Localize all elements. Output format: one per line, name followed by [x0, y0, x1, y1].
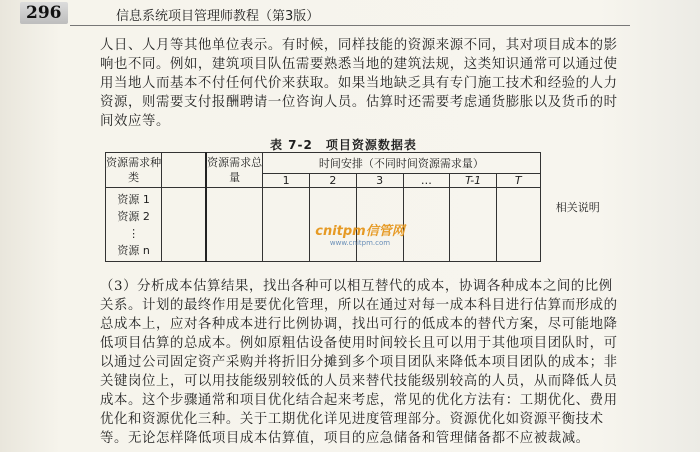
note-cell: 相关说明 [540, 153, 615, 262]
resource-row-n: 资源 n [117, 243, 150, 257]
table-caption: 表 7-2 项目资源数据表 [270, 138, 417, 152]
resource-row-vdots: ⋮ [128, 226, 140, 240]
time-header-3: 3 [356, 174, 403, 188]
resource-row-2: 资源 2 [117, 209, 150, 223]
page-number: 296 [26, 3, 62, 23]
body-total-cell [206, 188, 263, 262]
paragraph-2: （3）分析成本估算结果，找出各种可以相互替代的成本，协调各种成本之间的比例关系。计划的最终作用是要优化管理，所以在通过对每一成本科目进行估算而形成的总成本上，应对各种成本进行比例协调，找出可行的低成本的替代方案，尽可能地降低项目估算的总成本。例如原粗估设备使用时间较长且可以用于其他项目团队时，可以通过公司固定资产采购并将折旧分摊到多个项目团队来降低本项目团队的成本；非关键岗位上，可以用技能级别较低的人员来替代技能级别较高的人员，从而降低人员成本。这个步骤通常和项目优化结合起来考虑，常见的优化方法有：工期优化、费用优化和资源优化三种。关于工期优化详见进度管理部分。资源优化如资源平衡技术等。无论怎样降低项目成本估算值，项目的应急储备和管理储备都不应被裁减。 [100, 279, 618, 446]
body-time-t-minus-1 [450, 188, 497, 262]
watermark-logo: cnitpm信管网 [315, 224, 405, 239]
time-header-1: 1 [263, 174, 310, 188]
header-divider [70, 25, 630, 26]
watermark-url: www.cnitpm.com [329, 239, 391, 247]
paragraph-1: 人日、人月等其他单位表示。有时候，同样技能的资源来源不同，其对项目成本的影响也不同。例如，建筑项目队伍需要熟悉当地的建筑法规，这类知识通常可以通过使用当地人而基本不付任何代价来获取。如果当地缺乏具有专门施工技术和经验的人力资源，则需要支付报酬聘请一位咨询人员。估算时还需要考虑通货膨胀以及货币的时间效应等。 [100, 38, 618, 129]
watermark [300, 220, 420, 247]
header-schedule: 时间安排（不同时间资源需求量） [263, 153, 540, 174]
book-title: 信息系统项目管理师教程（第3版） [116, 9, 320, 24]
time-header-ellipsis: … [403, 174, 450, 188]
body-time-t [497, 188, 541, 262]
resource-rows [106, 188, 162, 262]
body-empty-cell [162, 188, 206, 262]
header-total: 资源需求总量 [206, 153, 263, 188]
header-empty-cell [162, 153, 206, 188]
time-header-t-minus-1: T-1 [450, 174, 497, 188]
time-header-2: 2 [310, 174, 357, 188]
header-resource-type: 资源需求种类 [106, 153, 162, 188]
time-header-t: T [497, 174, 541, 188]
resource-row-1: 资源 1 [117, 192, 150, 206]
page-header [0, 0, 700, 28]
